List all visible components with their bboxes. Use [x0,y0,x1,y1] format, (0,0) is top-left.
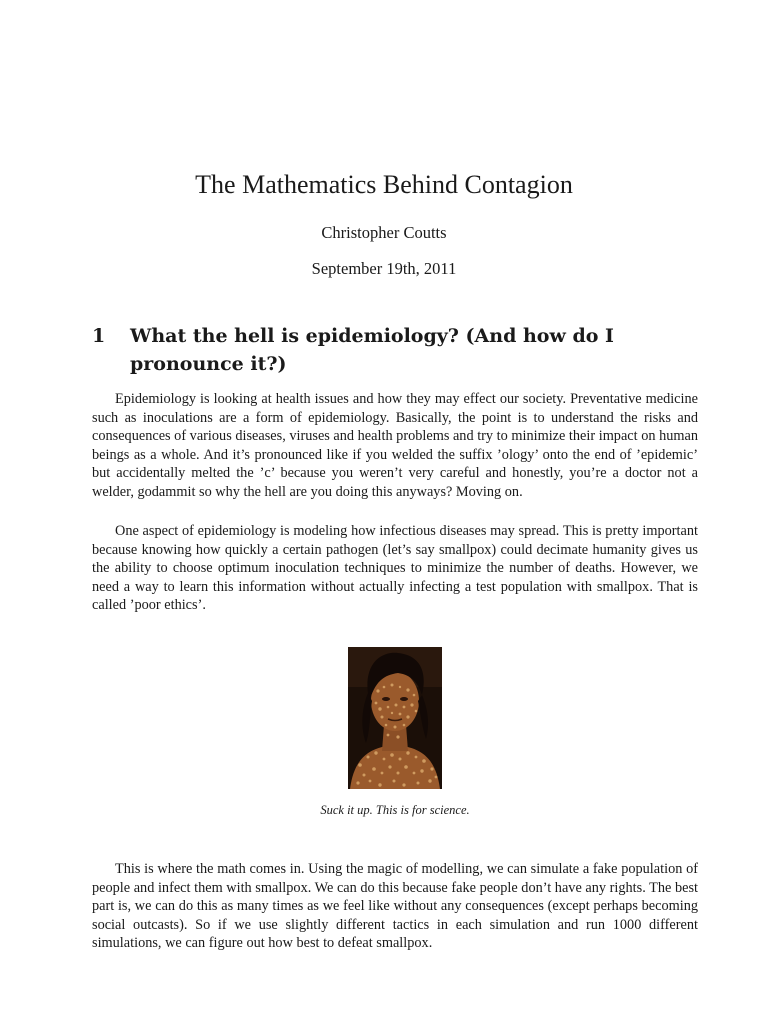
paragraph-modeling-spread: One aspect of epidemiology is modeling how infectious diseases may spread. This is pretty important because knowing how quickly a certain pathogen (let’s say smallpox) could decimate humanity gives us the ability to choose optimum inoculation techniques to minimize the number of deaths. However, we need a way to learn this information without actually infecting a test population with smallpox. That is called ’poor ethics’. [92,523,698,614]
figure-caption: Suck it up. This is for science. [320,803,470,817]
paper-title: The Mathematics Behind Contagion [195,170,573,199]
smallpox-child-photo [348,647,442,789]
section-number: 1 [92,325,106,347]
section-title: What the hell is epidemiology? (And how do I pronounce it?) [130,325,614,375]
paragraph-math-modelling: This is where the math comes in. Using the magic of modelling, we can simulate a fake population of people and infect them with smallpox. We can do this because fake people don’t have any rights. The best part is, we can do this as many times as we feel like without any consequences (except perhaps becoming social outcasts). So if we use slightly different tactics in each simulation and run 1000 different simulations, we can figure out how best to defeat smallpox. [92,861,698,952]
section-heading [92,322,698,378]
smallpox-photo-figure [348,647,442,789]
photo-eye-left [382,697,390,701]
paragraph-epidemiology-definition: Epidemiology is looking at health issues and how they may effect our society. Preventative medicine such as inoculations are a form of epidemiology. Basically, the point is to understand the risks and consequences of various diseases, viruses and health problems and try to minimize their impact on human beings as a whole. And it’s pronounced like if you welded the suffix ’ology’ onto the end of ’epidemic’ but accidentally melted the ’c’ because you weren’t very careful and honestly, you’re a doctor not a welder, godammit so why the hell are you doing this anyways? Moving on. [92,391,698,500]
photo-eye-right [400,697,408,701]
author-name: Christopher Coutts [321,223,447,242]
publication-date: September 19th, 2011 [311,259,457,278]
